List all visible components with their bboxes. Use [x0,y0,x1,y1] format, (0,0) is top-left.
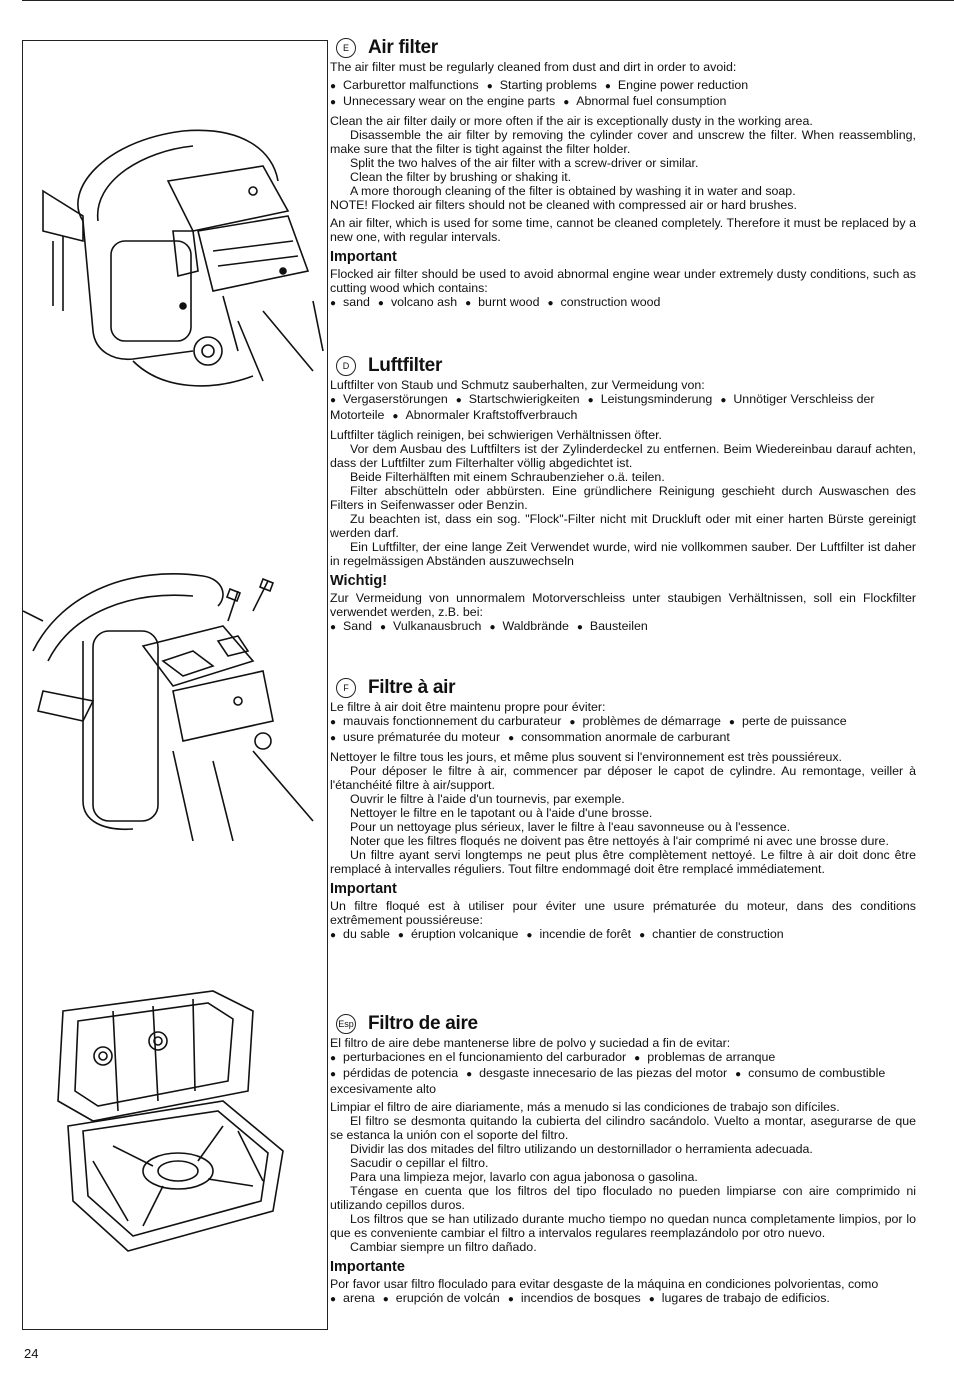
important-heading: Important [330,881,397,897]
paragraph: Téngase en cuenta que los filtros del tipo floculado no pueden limpiarse con aire comprimido ni utilizando cepillos duros. [330,1184,916,1212]
bullet-list [330,927,916,943]
bullet-item: ● chantier de construction [639,927,784,941]
bullet-item: ● Carburettor malfunctions [330,78,479,92]
paragraph: Los filtros que se han utilizado durante mucho tiempo no quedan nunca completamente limpios, por lo que es conveniente cambiar el filtro a intervalos regulares reemplazándolo por otro nuevo. [330,1212,916,1240]
bullet-item: ● Vergaserstörungen [330,392,448,406]
language-badge: E [336,38,356,58]
bullet-item: ● pérdidas de potencia [330,1066,458,1080]
section-title: Filtre à air [368,677,456,698]
bullet-item: ● consommation anormale de carburant [508,730,730,744]
illustration-panel [22,40,328,1330]
bullet-list [330,619,916,635]
bullet-item: ● problèmes de démarrage [569,714,721,728]
bullet-item: ● Starting problems [487,78,597,92]
paragraph: Nettoyer le filtre tous les jours, et même plus souvent si l'environnement est très poussiéreux. [330,750,842,764]
section-german [330,355,916,639]
paragraph: Nettoyer le filtre en le tapotant ou à l'aide d'une brosse. [350,806,653,820]
language-badge: D [336,356,356,376]
paragraph: Filter abschütteln oder abbürsten. Eine gründlichere Reinigung geschieht durch Auswaschen des Filters in Seifenwasser oder Benzin. [330,484,916,512]
paragraph: Dividir las dos mitades del filtro utilizando un destornillador o herramienta adecuada. [350,1142,813,1156]
bullet-item: ● mauvais fonctionnement du carburateur [330,714,561,728]
intro-text: Luftfilter von Staub und Schmutz sauberhalten, zur Vermeidung von: [330,378,705,392]
section-title: Air filter [368,37,438,58]
paragraph: Limpiar el filtro de aire diariamente, más a menudo si las condiciones de trabajo son difíciles. [330,1100,840,1114]
bullet-list [330,392,916,424]
bullet-item: ● Engine power reduction [605,78,748,92]
bullet-item: ● problemas de arranque [634,1050,775,1064]
paragraph: Noter que les filtres floqués ne doivent pas être nettoyés à l'air comprimé ni avec une brosse dure. [350,834,889,848]
bullet-item: ● consumo de combustible excesivamente alto [330,1066,885,1096]
bullet-item: ● Sand [330,619,372,633]
paragraph: Split the two halves of the air filter with a screw-driver or similar. [350,156,699,170]
paragraph: Ein Luftfilter, der eine lange Zeit Verwendet wurde, wird nie vollkommen sauber. Der Luftfilter ist daher in regelmässigen Abständen auszuwechseln [330,540,916,568]
bullet-item: ● usure prématurée du moteur [330,730,500,744]
chainsaw-cover-illustration [23,121,327,391]
bullet-item: ● incendios de bosques [508,1291,641,1305]
section-heading [336,356,916,376]
language-badge: F [336,678,356,698]
bullet-list [330,714,916,746]
bullet-item: ● Leistungsminderung [588,392,713,406]
important-text: Flocked air filter should be used to avoid abnormal engine wear under extremely dusty conditions, such as cutting wood which contains: [330,267,916,295]
important-text: Zur Vermeidung von unnormalem Motorverschleiss unter staubigen Verhältnissen, soll ein Flockfilter verwendet werden, z.B. bei: [330,591,916,619]
section-title: Filtro de aire [368,1013,478,1034]
bullet-item: ● construction wood [547,295,660,309]
important-text: Un filtre floqué est à utiliser pour éviter une usure prématurée du moteur, dans des conditions extrêmement poussiéreuse: [330,899,916,927]
bullet-item: ● du sable [330,927,390,941]
paragraph: Clean the air filter daily or more often if the air is exceptionally dusty in the working area. [330,114,813,128]
important-heading: Wichtig! [330,573,388,589]
paragraph: Pour déposer le filtre à air, commencer par déposer le capot de cylindre. Au remontage, veiller à l'étanchéité filtre à air/support. [330,764,916,792]
page-number: 24 [24,1346,39,1361]
paragraph: Un filtre ayant servi longtemps ne peut plus être complètement nettoyé. Le filtre à air doit donc être remplacé à intervalles réguliers. Tout filtre endommagé doit être remplacé immédiatement. [330,848,916,876]
paragraph: Luftfilter täglich reinigen, bei schwierigen Verhältnissen öfter. [330,428,662,442]
section-english [330,37,916,315]
filter-halves-illustration [23,981,327,1281]
section-title: Luftfilter [368,355,443,376]
section-heading [336,38,916,58]
bullet-item: ● sand [330,295,370,309]
intro-text: El filtro de aire debe mantenerse libre de polvo y suciedad a fin de evitar: [330,1036,731,1050]
paragraph: Vor dem Ausbau des Luftfilters ist der Zylinderdeckel zu entfernen. Beim Wiedereinbau darauf achten, dass der Luftfilter zum Filterhalter völlig abgedichtet ist. [330,442,916,470]
paragraph: Beide Filterhälften mit einem Schraubenzieher o.ä. teilen. [350,470,665,484]
section-spanish [330,1013,916,1311]
section-heading [336,678,916,698]
paragraph: Zu beachten ist, dass ein sog. "Flock"-Filter nicht mit Druckluft oder mit einer harten Bürste gereinigt werden darf. [330,512,916,540]
bullet-item: ● Bausteilen [577,619,648,633]
intro-text: Le filtre à air doit être maintenu propre pour éviter: [330,700,606,714]
bullet-item: ● Startschwierigkeiten [456,392,580,406]
bullet-item: ● perturbaciones en el funcionamiento del carburador [330,1050,626,1064]
bullet-item: ● volcano ash [378,295,457,309]
paragraph: Disassemble the air filter by removing the cylinder cover and unscrew the filter. When reassembling, make sure that the filter is tight against the filter holder. [330,128,916,156]
important-text: Por favor usar filtro floculado para evitar desgaste de la máquina en condiciones polvorientas, como [330,1277,879,1291]
intro-text: The air filter must be regularly cleaned from dust and dirt in order to avoid: [330,60,737,74]
paragraph: Para una limpieza mejor, lavarlo con agua jabonosa o gasolina. [350,1170,698,1184]
bullet-item: ● éruption volcanique [398,927,519,941]
section-french [330,677,916,947]
section-heading [336,1014,916,1034]
bullet-list [330,1050,916,1096]
bullet-item: ● burnt wood [465,295,539,309]
bullet-item: ● desgaste innecesario de las piezas del motor [466,1066,727,1080]
paragraph: A more thorough cleaning of the filter is obtained by washing it in water and soap. [350,184,796,198]
bullet-item: ● Abnormal fuel consumption [563,94,726,108]
bullet-item: ● Vulkanausbruch [380,619,481,633]
bullet-item: ● incendie de forêt [526,927,631,941]
important-heading: Importante [330,1259,405,1275]
paragraph: Sacudir o cepillar el filtro. [350,1156,489,1170]
bullet-item: ● Unnecessary wear on the engine parts [330,94,555,108]
paragraph: Ouvrir le filtre à l'aide d'un tournevis, par exemple. [350,792,625,806]
paragraph: An air filter, which is used for some time, cannot be cleaned completely. Therefore it must be replaced by a new one, with regular intervals. [330,216,916,244]
top-rule [22,0,954,1]
bullet-item: ● Unnötiger Verschleiss der Motorteile [330,392,875,422]
bullet-item: ● arena [330,1291,375,1305]
paragraph: Cambiar siempre un filtro dañado. [350,1240,537,1254]
bullet-list [330,1291,916,1307]
paragraph: El filtro se desmonta quitando la cubierta del cilindro sacándolo. Vuelto a montar, asegurarse de que se estanca la unión con el soporte del filtro. [330,1114,916,1142]
bullet-item: ● Abnormaler Kraftstoffverbrauch [392,408,577,422]
chainsaw-filter-exposed-illustration [23,551,327,841]
bullet-item: ● erupción de volcán [383,1291,500,1305]
paragraph: NOTE! Flocked air filters should not be cleaned with compressed air or hard brushes. [330,198,797,212]
bullet-item: ● Waldbrände [489,619,568,633]
paragraph: Pour un nettoyage plus sérieux, laver le filtre à l'eau savonneuse ou à l'essence. [350,820,791,834]
important-heading: Important [330,249,397,265]
paragraph: Clean the filter by brushing or shaking it. [350,170,572,184]
bullet-list [330,78,916,110]
bullet-list [330,295,916,311]
language-badge: Esp [336,1014,356,1034]
bullet-item: ● perte de puissance [729,714,847,728]
bullet-item: ● lugares de trabajo de edificios. [649,1291,830,1305]
